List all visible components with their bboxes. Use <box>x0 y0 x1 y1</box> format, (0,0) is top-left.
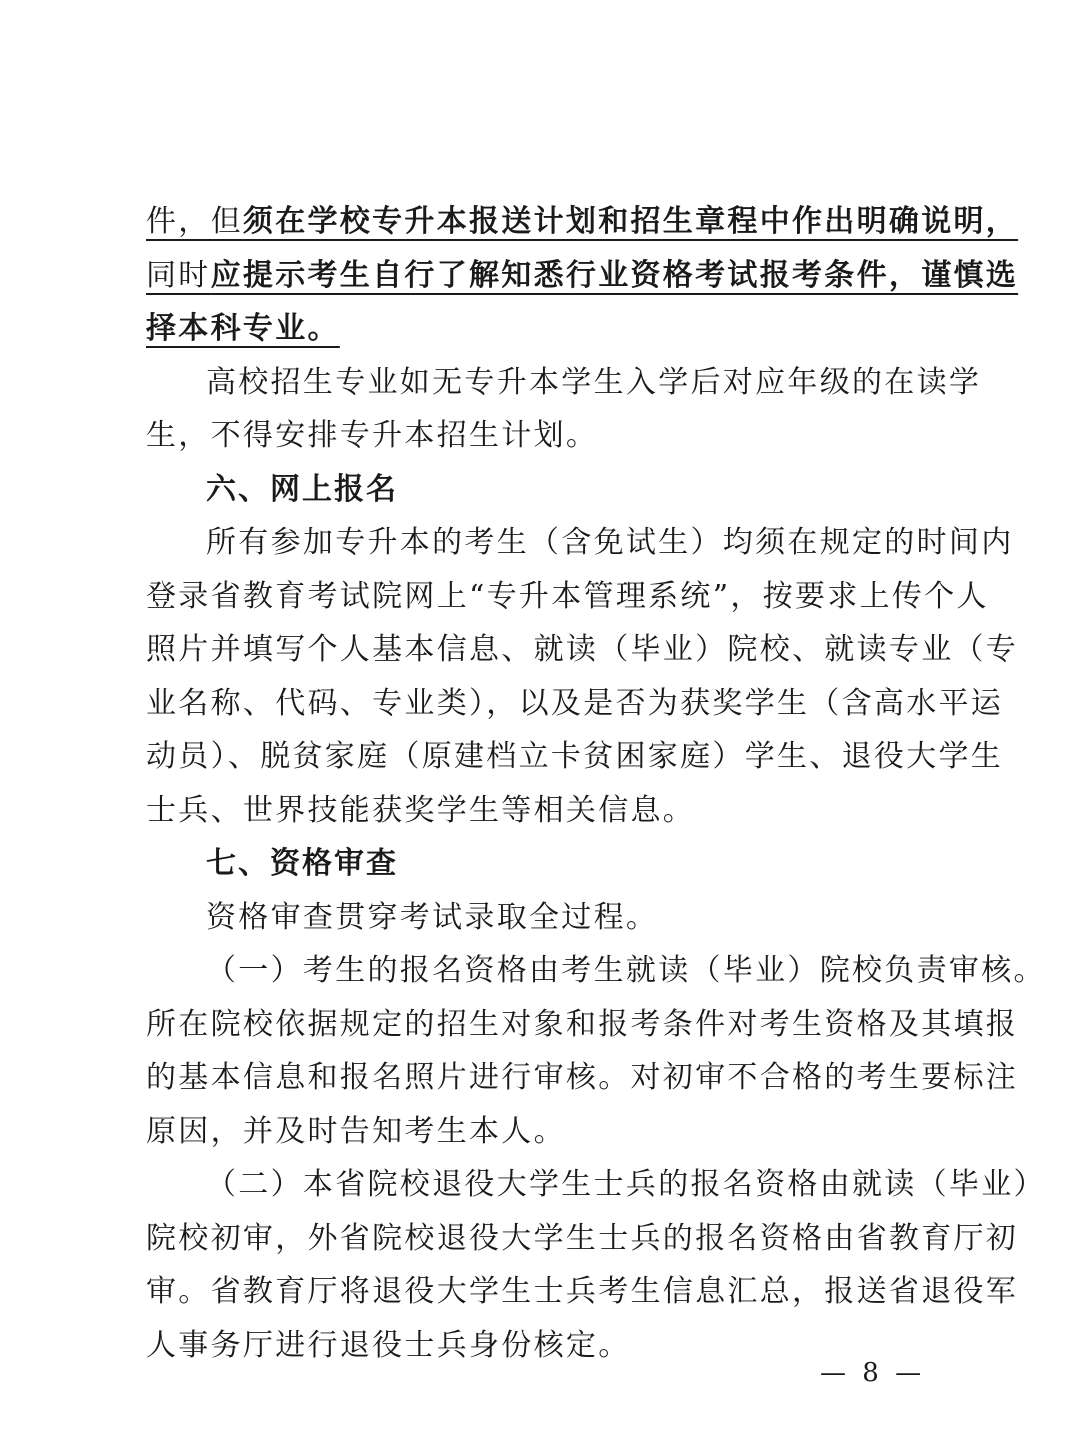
text-line: 照片并填写个人基本信息、就读（毕业）院校、就读专业（专 <box>146 632 1019 667</box>
text-line: 审。省教育厅将退役大学生士兵考生信息汇总，报送省退役军 <box>146 1274 1019 1309</box>
text-line: 所有参加专升本的考生（含免试生）均须在规定的时间内 <box>206 525 1014 560</box>
text-line <box>146 302 936 356</box>
text-line: 高校招生专业如无专升本学生入学后对应年级的在读学 <box>206 364 982 400</box>
text-run: 件，但 <box>146 204 243 239</box>
text-line: 原因，并及时告知考生本人。 <box>146 1113 566 1149</box>
text-line: 人事务厅进行退役士兵身份核定。 <box>146 1327 631 1363</box>
text-line: 动员）、脱贫家庭（原建档立卡贫困家庭）学生、退役大学生 <box>146 739 1004 774</box>
text-line: 登录省教育考试院网上“专升本管理系统”，按要求上传个人 <box>146 578 989 614</box>
text-line: 所在院校依据规定的招生对象和报考条件对考生资格及其填报 <box>146 1006 1019 1042</box>
text-line: 资格审查贯穿考试录取全过程。 <box>206 899 659 935</box>
page-number: — 8 — <box>820 1358 926 1388</box>
text-line <box>146 195 1019 249</box>
bold-text-run: 择本科专业。 <box>146 311 340 346</box>
text-line: （一）考生的报名资格由考生就读（毕业）院校负责审核。 <box>206 953 1046 988</box>
text-line: 业名称、代码、专业类），以及是否为获奖学生（含高水平运 <box>146 685 1004 721</box>
text-line: 的基本信息和报名照片进行审核。对初审不合格的考生要标注 <box>146 1060 1019 1095</box>
bold-text-run: 应提示考生自行了解知悉行业资格考试报考条件，谨慎选 <box>210 257 1019 293</box>
text-line: （二）本省院校退役大学生士兵的报名资格由就读（毕业） <box>206 1167 1046 1202</box>
document-body <box>146 195 1046 1372</box>
text-line: 院校初审，外省院校退役大学生士兵的报名资格由省教育厅初 <box>146 1220 1019 1256</box>
section-heading: 七、资格审查 <box>206 846 398 881</box>
text-line <box>146 249 1019 303</box>
text-line: 士兵、世界技能获奖学生等相关信息。 <box>146 792 696 828</box>
bold-text-run: 须在学校专升本报送计划和招生章程中作出明确说明， <box>242 204 1019 239</box>
text-run: 同时 <box>146 257 211 293</box>
text-line: 生，不得安排专升本招生计划。 <box>146 418 599 453</box>
section-heading: 六、网上报名 <box>206 471 398 507</box>
